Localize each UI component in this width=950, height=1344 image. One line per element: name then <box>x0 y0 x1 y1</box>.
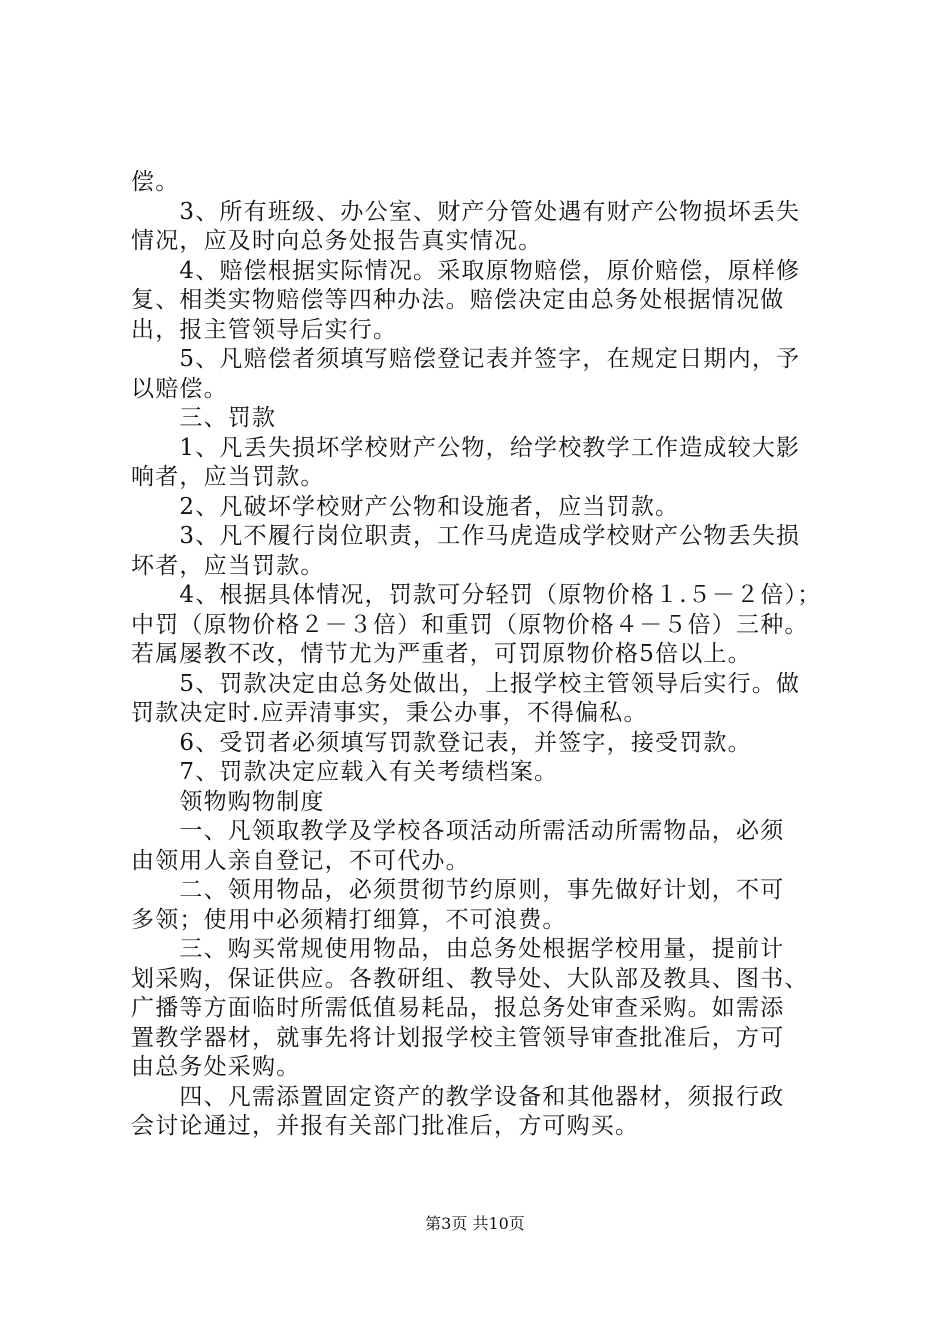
text-line: 3、所有班级、办公室、财产分管处遇有财产公物损坏丢失 <box>131 198 801 225</box>
page-number-label: 第3页 共10页 <box>425 1214 525 1233</box>
text-line: 5、罚款决定由总务处做出，上报学校主管领导后实行。做 <box>131 670 801 697</box>
text-line: 四、凡需添置固定资产的教学设备和其他器材，须报行政 <box>131 1083 785 1110</box>
text-line: 一、凡领取教学及学校各项活动所需活动所需物品，必须 <box>131 818 785 844</box>
section-heading: 三、罚款 <box>131 405 277 431</box>
text-line: 2、凡破坏学校财产公物和设施者，应当罚款。 <box>131 493 680 520</box>
text-line: 中罚（原物价格２－３倍）和重罚（原物价格４－５倍）三种。 <box>131 611 809 638</box>
page-footer <box>0 1214 950 1234</box>
text-line: 响者，应当罚款。 <box>131 464 325 490</box>
text-line: 会讨论通过，并报有关部门批准后，方可购买。 <box>131 1113 640 1139</box>
text-line: 复、相类实物赔偿等四种办法。赔偿决定由总务处根据情况做 <box>131 287 785 313</box>
text-line: 由总务处采购。 <box>131 1054 301 1080</box>
text-line: 由领用人亲自登记，不可代办。 <box>131 847 470 874</box>
text-line: 3、凡不履行岗位职责，工作马虎造成学校财产公物丢失损 <box>131 523 801 549</box>
text-line: 置教学器材，就事先将计划报学校主管领导审查批准后，方可 <box>131 1024 785 1051</box>
text-line: 二、领用物品，必须贯彻节约原则，事先做好计划，不可 <box>131 877 785 903</box>
text-line: 4、根据具体情况，罚款可分轻罚（原物价格１.５－２倍）； <box>131 582 822 608</box>
document-body <box>131 168 831 1142</box>
text-line: 罚款决定时.应弄清事实，秉公办事，不得偏私。 <box>131 700 648 726</box>
text-line: 4、赔偿根据实际情况。采取原物赔偿，原价赔偿，原样修 <box>131 257 801 284</box>
text-line: 坏者，应当罚款。 <box>131 552 325 579</box>
text-line: 多领；使用中必须精打细算，不可浪费。 <box>131 906 567 933</box>
text-line: 7、罚款决定应载入有关考绩档案。 <box>131 759 559 785</box>
text-line: 6、受罚者必须填写罚款登记表，并签字，接受罚款。 <box>131 729 752 756</box>
text-line: 1、凡丢失损坏学校财产公物，给学校教学工作造成较大影 <box>131 434 801 461</box>
section-heading: 领物购物制度 <box>131 788 325 815</box>
text-line: 情况，应及时向总务处报告真实情况。 <box>131 228 543 254</box>
text-line: 5、凡赔偿者须填写赔偿登记表并签字，在规定日期内，予 <box>131 346 801 372</box>
text-line: 三、购买常规使用物品，由总务处根据学校用量，提前计 <box>131 936 785 962</box>
text-line: 划采购，保证供应。各教研组、教导处、大队部及教具、图书、 <box>131 965 809 992</box>
text-line: 出，报主管领导后实行。 <box>131 316 398 343</box>
text-line: 偿。 <box>131 169 180 195</box>
text-line: 广播等方面临时所需低值易耗品，报总务处审查采购。如需添 <box>131 995 785 1021</box>
text-line: 若属屡教不改，情节尤为严重者，可罚原物价格5倍以上。 <box>131 641 752 667</box>
text-line: 以赔偿。 <box>131 375 228 402</box>
